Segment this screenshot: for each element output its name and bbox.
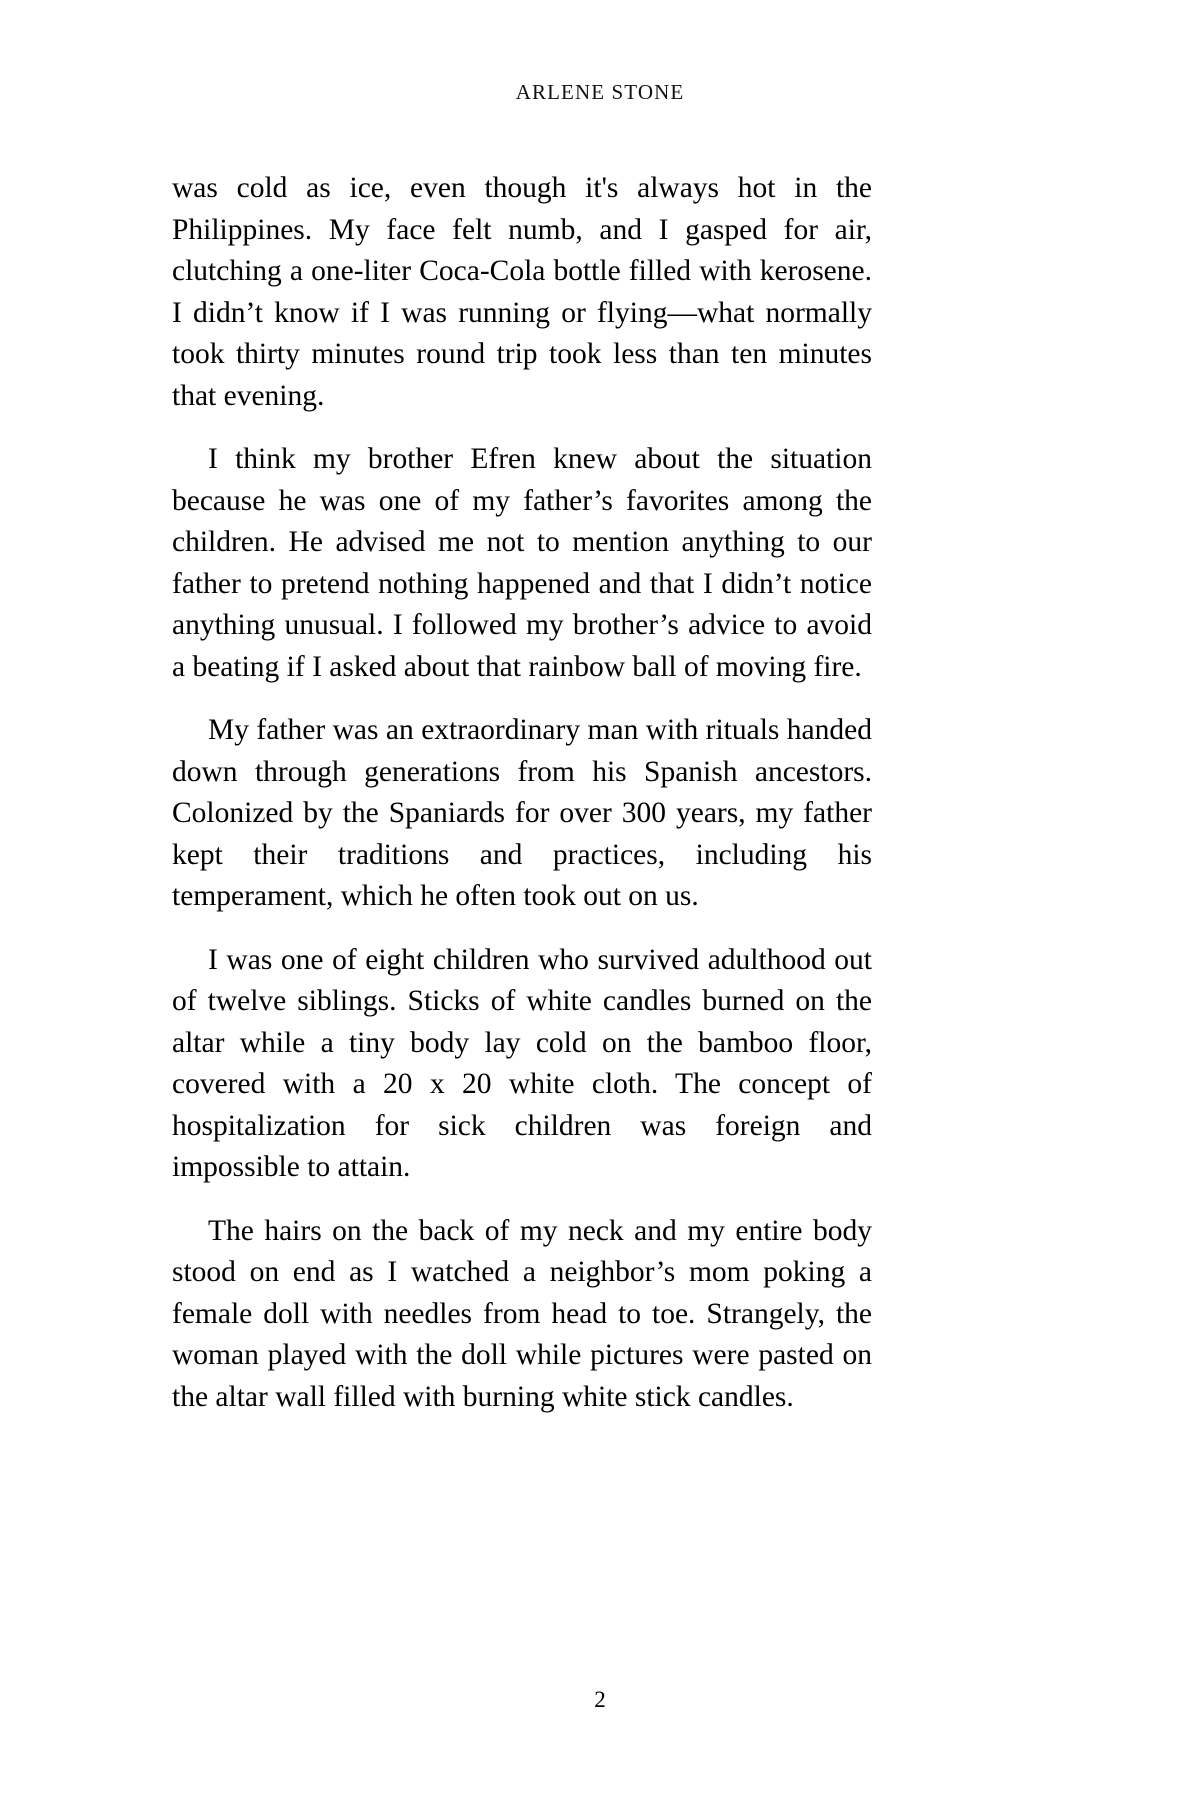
body-text [172, 168, 872, 1418]
running-head: ARLENE STONE [515, 80, 685, 104]
paragraph-continued: was cold as ice, even though it's always hot in the Philippines. My face felt numb, and I gasped for air, clutching a one-liter Coca-Cola bottle filled with kerosene. I didn’t know if I was running or flying—what normally took thirty minutes round trip took less than ten minutes that evening. [172, 172, 872, 412]
paragraph-eight-children: I was one of eight children who survived adulthood out of twelve siblings. Sticks of white candles burned on the altar while a tiny body lay cold on the bamboo floor, covered with a 20 x 20 white cloth. The concept of hospitalization for sick children was foreign and impossible to attain. [172, 943, 872, 1183]
page-number: 2 [594, 1687, 606, 1712]
paragraph-brother-efren: I think my brother Efren knew about the situation because he was one of my father’s favorites among the children. He advised me not to mention anything to our father to pretend nothing happened and that I didn’t notice anything unusual. I followed my brother’s advice to avoid a beating if I asked about that rainbow ball of moving fire. [172, 443, 872, 683]
paragraph-hairs-neck: The hairs on the back of my neck and my entire body stood on end as I watched a neighbor’s mom poking a female doll with needles from head to toe. Strangely, the woman played with the doll while pictures were pasted on the altar wall filled with burning white stick candles. [172, 1214, 872, 1413]
paragraph-father-rituals: My father was an extraordinary man with rituals handed down through generations from his Spanish ancestors. Colonized by the Spaniards for over 300 years, my father kept their traditions and practices, including his temperament, which he often took out on us. [172, 714, 872, 912]
